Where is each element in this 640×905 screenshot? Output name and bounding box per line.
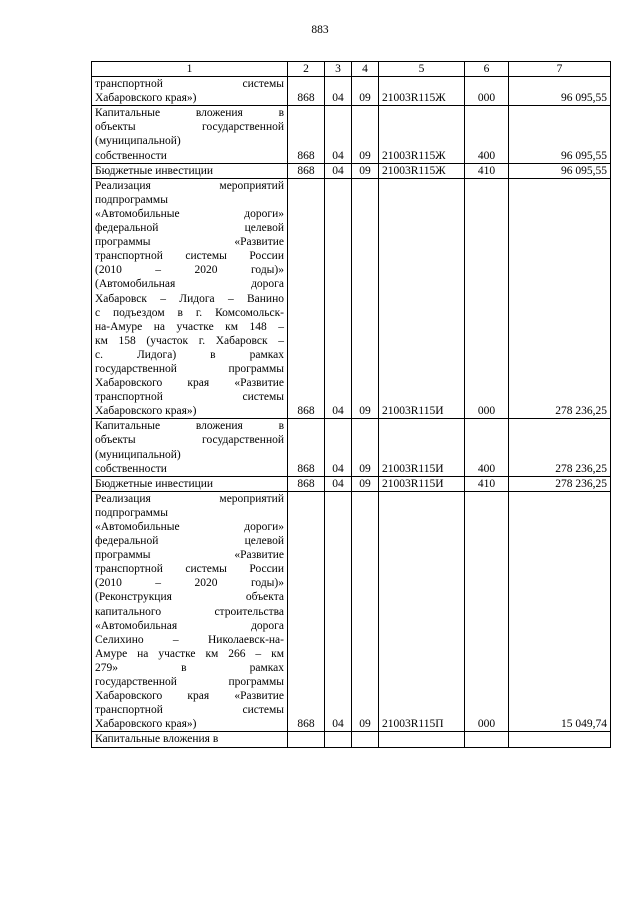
row-name-line: Капитальные вложения в (95, 733, 219, 746)
row-name-line: Амуре на участке км 266 – км (95, 647, 284, 660)
column-header: 2 (288, 62, 325, 77)
expense-type-cell: 000 (465, 178, 509, 419)
budget-table (91, 61, 611, 748)
row-name-line: транспортной системы России (95, 250, 284, 263)
expense-type-cell: 000 (465, 491, 509, 732)
row-name-cell (92, 491, 288, 732)
row-name-cell (92, 476, 288, 491)
ministry-code-cell: 868 (288, 491, 325, 732)
ministry-code-cell (288, 732, 325, 747)
amount-cell: 278 236,25 (509, 419, 611, 476)
section-code-cell: 04 (325, 419, 352, 476)
table-row (92, 476, 611, 491)
row-name-line: подпрограммы (95, 193, 168, 206)
column-header: 1 (92, 62, 288, 77)
row-name-cell (92, 163, 288, 178)
row-name-cell (92, 77, 288, 106)
row-name-line: Хабаровского края») (95, 405, 197, 418)
ministry-code-cell: 868 (288, 419, 325, 476)
subsection-code-cell (352, 732, 379, 747)
row-name-line: федеральной целевой (95, 222, 284, 235)
row-name-line: с подъездом в г. Комсомольск- (95, 306, 284, 319)
row-name-line: «Автомобильные дороги» (95, 521, 284, 533)
ministry-code-cell: 868 (288, 476, 325, 491)
subsection-code-cell: 09 (352, 163, 379, 178)
section-code-cell: 04 (325, 491, 352, 732)
table-row (92, 163, 611, 178)
row-name-line: программы «Развитие (95, 549, 284, 562)
expense-type-cell: 000 (465, 77, 509, 106)
expense-type-cell: 410 (465, 476, 509, 491)
section-code-cell: 04 (325, 476, 352, 491)
section-code-cell: 04 (325, 106, 352, 163)
row-name-line: собственности (95, 149, 167, 162)
column-header: 3 (325, 62, 352, 77)
target-article-cell: 21003R115И (379, 476, 465, 491)
row-name-line: (муниципальной) (95, 135, 181, 148)
row-name-line: программы «Развитие (95, 236, 284, 249)
expense-type-cell: 410 (465, 163, 509, 178)
table-row (92, 77, 611, 106)
section-code-cell: 04 (325, 163, 352, 178)
row-name-line: Реализация мероприятий (95, 179, 284, 192)
section-code-cell: 04 (325, 77, 352, 106)
row-name-line: Реализация мероприятий (95, 492, 284, 505)
expense-type-cell: 400 (465, 106, 509, 163)
table-header-row (92, 62, 611, 77)
ministry-code-cell: 868 (288, 178, 325, 419)
row-name-line: капитального строительства (95, 605, 284, 618)
amount-cell: 96 095,55 (509, 77, 611, 106)
target-article-cell: 21003R115П (379, 491, 465, 732)
page-number: 883 (311, 24, 329, 36)
ministry-code-cell: 868 (288, 106, 325, 163)
row-name-line: транспортной системы России (95, 563, 284, 576)
row-name-line: Селихино – Николаевск-на- (95, 633, 284, 646)
row-name-line: на-Амуре на участке км 148 – (95, 320, 284, 333)
row-name-line: Хабаровского края «Развитие (95, 690, 284, 703)
row-name-line: Хабаровского края») (95, 718, 197, 731)
amount-cell: 96 095,55 (509, 106, 611, 163)
table-row (92, 106, 611, 163)
row-name-line: (муниципальной) (95, 448, 181, 461)
target-article-cell: 21003R115И (379, 178, 465, 419)
row-name-line: Капитальные вложения в (95, 420, 284, 433)
subsection-code-cell: 09 (352, 476, 379, 491)
row-name-line: км 158 (участок г. Хабаровск – (95, 334, 284, 347)
column-header: 6 (465, 62, 509, 77)
row-name-line: подпрограммы (95, 506, 168, 519)
row-name-line: объекты государственной (95, 121, 284, 134)
column-header: 4 (352, 62, 379, 77)
section-code-cell (325, 732, 352, 747)
subsection-code-cell: 09 (352, 491, 379, 732)
row-name-line: (Автомобильная дорога (95, 278, 284, 291)
row-name-line: собственности (95, 462, 167, 475)
amount-cell (509, 732, 611, 747)
row-name-line: Хабаровск – Лидога – Ванино (95, 292, 284, 305)
row-name-cell (92, 732, 288, 747)
amount-cell: 15 049,74 (509, 491, 611, 732)
row-name-line: Капитальные вложения в (95, 107, 284, 120)
row-name-line: (2010 – 2020 годы)» (95, 264, 284, 277)
subsection-code-cell: 09 (352, 106, 379, 163)
row-name-line: «Автомобильные дороги» (95, 207, 284, 220)
table-row (92, 491, 611, 732)
row-name-line: Бюджетные инвестиции (95, 164, 214, 177)
ministry-code-cell: 868 (288, 77, 325, 106)
subsection-code-cell: 09 (352, 77, 379, 106)
row-name-line: (2010 – 2020 годы)» (95, 577, 284, 590)
row-name-line: (Реконструкция объекта (95, 591, 284, 604)
row-name-cell (92, 419, 288, 476)
row-name-line: «Автомобильная дорога (95, 619, 284, 632)
table-body (92, 77, 611, 747)
amount-cell: 278 236,25 (509, 476, 611, 491)
subsection-code-cell: 09 (352, 419, 379, 476)
row-name-line: Бюджетные инвестиции (95, 477, 214, 490)
expense-type-cell: 400 (465, 419, 509, 476)
row-name-line: транспортной системы (95, 78, 284, 91)
column-header: 7 (509, 62, 611, 77)
column-header: 5 (379, 62, 465, 77)
row-name-line: государственной программы (95, 676, 284, 689)
amount-cell: 278 236,25 (509, 178, 611, 419)
section-code-cell: 04 (325, 178, 352, 419)
target-article-cell: 21003R115Ж (379, 106, 465, 163)
expense-type-cell (465, 732, 509, 747)
row-name-line: транспортной системы (95, 391, 284, 404)
target-article-cell: 21003R115Ж (379, 163, 465, 178)
target-article-cell (379, 732, 465, 747)
table-row (92, 419, 611, 476)
row-name-cell (92, 106, 288, 163)
amount-cell: 96 095,55 (509, 163, 611, 178)
table-row (92, 732, 611, 747)
row-name-line: транспортной системы (95, 704, 284, 717)
row-name-cell (92, 178, 288, 419)
row-name-line: с. Лидога) в рамках (95, 348, 284, 361)
row-name-line: государственной программы (95, 362, 284, 375)
ministry-code-cell: 868 (288, 163, 325, 178)
target-article-cell: 21003R115Ж (379, 77, 465, 106)
table-row (92, 178, 611, 419)
row-name-line: объекты государственной (95, 434, 284, 447)
row-name-line: федеральной целевой (95, 535, 284, 548)
target-article-cell: 21003R115И (379, 419, 465, 476)
row-name-line: 279» в рамках (95, 661, 284, 674)
row-name-line: Хабаровского края») (95, 92, 197, 105)
subsection-code-cell: 09 (352, 178, 379, 419)
row-name-line: Хабаровского края «Развитие (95, 377, 284, 390)
